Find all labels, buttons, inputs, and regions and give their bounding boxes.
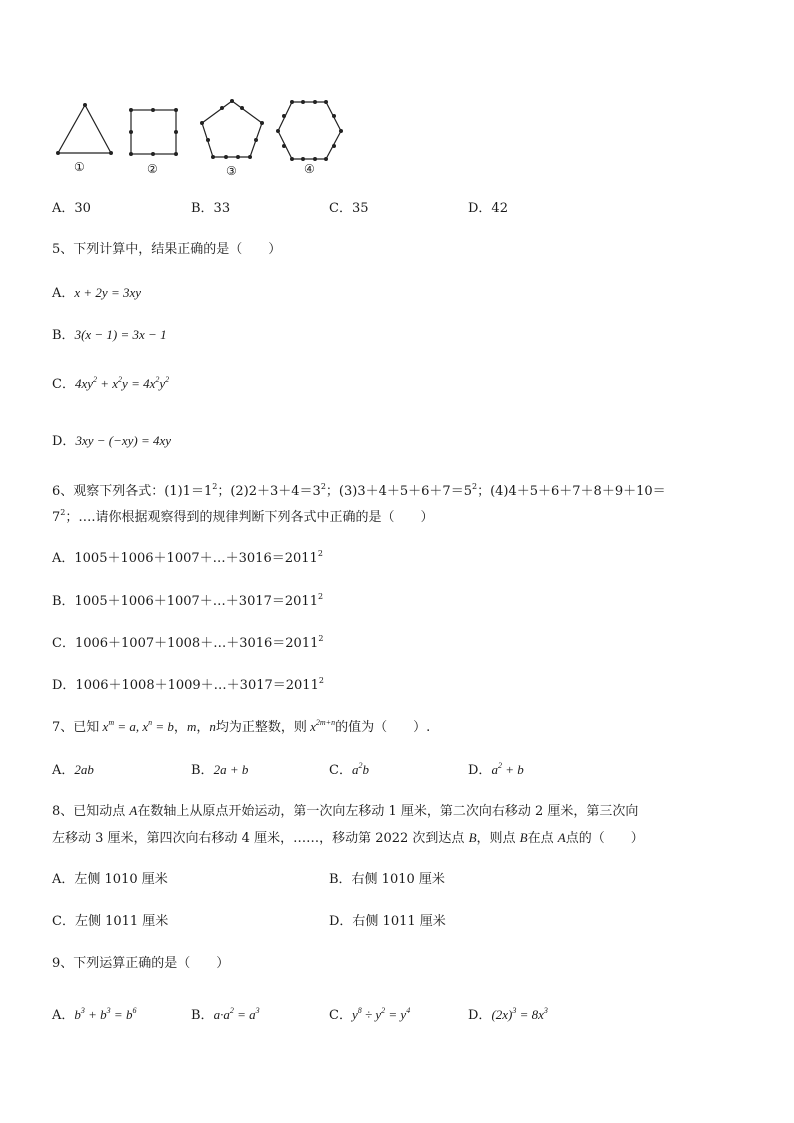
q8-option-c: C．左侧 1011 厘米	[52, 914, 169, 929]
q5-option-b: B．3(x − 1) = 3x − 1	[52, 327, 167, 343]
q7-option-b: B．2a + b	[191, 762, 249, 778]
figure-label-1: ①	[74, 160, 85, 174]
q8-stem-line2: 左移动 3 厘米，第四次向右移动 4 厘米，……，移动第 2022 次到达点 B，则点 B在点 A点的（ ）	[52, 830, 644, 846]
figure-label-3: ③	[226, 164, 237, 178]
q4-option-c: C．35	[329, 201, 369, 216]
hexagon-figure	[278, 102, 341, 159]
polygon-figures	[0, 0, 794, 200]
q7-stem: 7、已知 $x^m = a$, $x^n = b$，m，n均为正整数，则 $x^{2m+n}$的值为（ ）.	[52, 718, 431, 735]
q6-option-a: A．$1005+1006+1007+\dots+3016=2011^2$	[52, 549, 323, 566]
q5-option-c: C．$4xy^2 + x^2y = 4x^2y^2$	[52, 375, 170, 392]
figure-label-4: ④	[304, 162, 315, 176]
q5-option-d: D．3xy − (−xy) = 4xy	[52, 433, 172, 449]
q4-option-b: B．33	[191, 201, 231, 216]
q9-option-a: A．$b^3 + b^3 = b^6$	[52, 1006, 137, 1023]
q4-option-a: A．30	[52, 201, 91, 216]
q6-option-b: B．$1005+1006+1007+\dots+3017=2011^2$	[52, 592, 324, 609]
q8-option-d: D．右侧 1011 厘米	[329, 914, 446, 929]
q6-stem-line2: $7^2$；….请你根据观察得到的规律判断下列各式中正确的是（ ）	[52, 508, 434, 525]
q9-option-c: C．$y^8 \div y^2 = y^4$	[329, 1006, 411, 1023]
square-figure	[131, 110, 176, 154]
q7-option-c: C．$a^2b$	[329, 761, 369, 778]
q9-stem: 9、下列运算正确的是（ ）	[52, 956, 230, 971]
q6-option-c: C．$1006+1007+1008+\dots+3016=2011^2$	[52, 634, 324, 651]
q6-option-d: D．$1006+1008+1009+\dots+3017=2011^2$	[52, 676, 324, 693]
q8-option-a: A．左侧 1010 厘米	[52, 872, 168, 887]
pentagon-figure	[202, 101, 262, 157]
q8-stem-line1: 8、已知动点 A在数轴上从原点开始运动，第一次向左移动 1 厘米，第二次向右移动 2 厘米，第三次向	[52, 803, 639, 819]
q4-option-d: D．42	[468, 201, 508, 216]
q5-stem: 5、下列计算中，结果正确的是（ ）	[52, 242, 282, 257]
triangle-figure	[58, 105, 111, 153]
q7-option-a: A．2ab	[52, 762, 94, 778]
q9-option-d: D．$(2x)^3 = 8x^3$	[468, 1006, 548, 1023]
q6-stem-line1: 6、观察下列各式：$(1)1=1^2$；$(2)2+3+4=3^2$；$(3)3+4+5+6+7=5^2$；(4)4＋5＋6＋7＋8＋9＋10＝	[52, 482, 666, 499]
q5-option-a: A．x + 2y = 3xy	[52, 285, 142, 301]
figure-label-2: ②	[147, 162, 158, 176]
q8-option-b: B．右侧 1010 厘米	[329, 872, 445, 887]
q9-option-b: B．$a\cdot a^2 = a^3$	[191, 1006, 260, 1023]
q7-option-d: D．$a^2 + b$	[468, 761, 524, 778]
